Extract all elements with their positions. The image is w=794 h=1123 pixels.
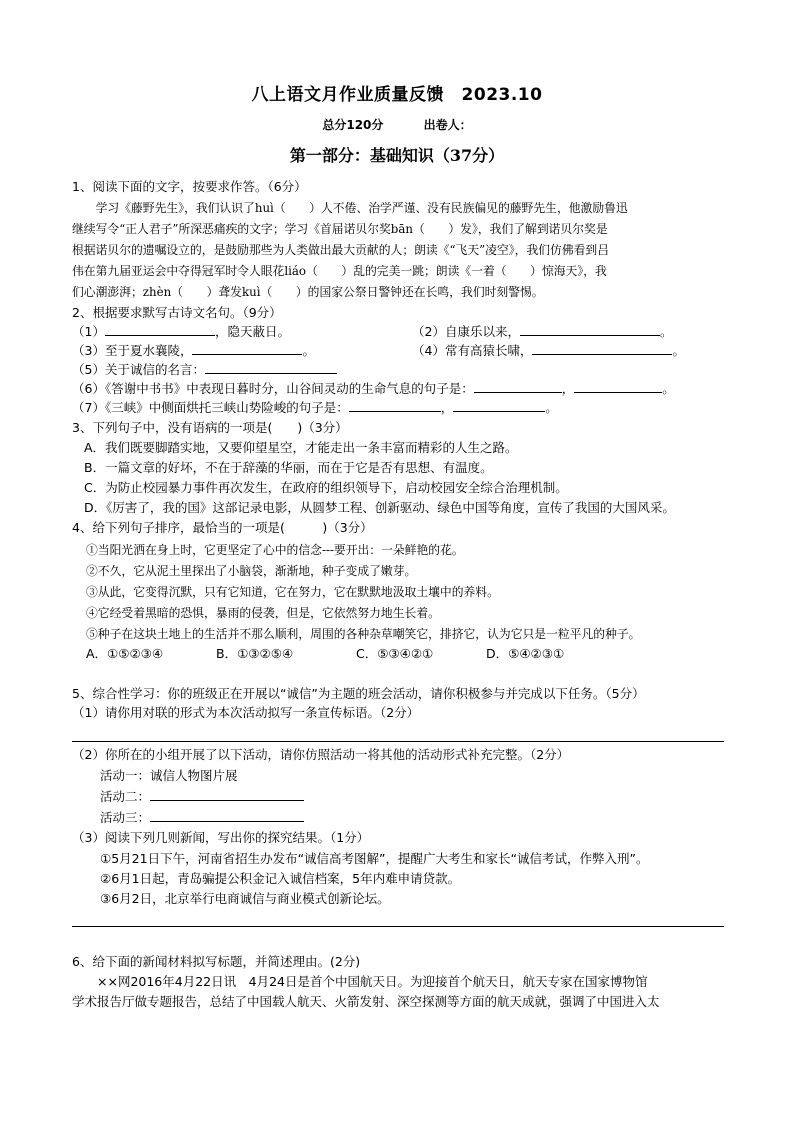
answer-blank[interactable] [150, 787, 304, 801]
q4-choice-a: A．①⑤②③④ [86, 646, 164, 661]
answer-line[interactable] [72, 741, 724, 742]
q4-sentence: ⑤种子在这块土地上的生活并不那么顺利，周围的各种杂草嘲笑它，排挤它，认为它只是一粒平凡的种子。 [86, 627, 641, 641]
q3-stem: 3、下列句子中，没有语病的一项是( )（3分） [72, 420, 348, 435]
q2-item-1: （1） ，隐天蔽日。 [72, 324, 290, 339]
q5-activity-3: 活动三： [100, 808, 304, 828]
q3-option-a: A．我们既要脚踏实地，又要仰望星空，才能走出一条丰富而精彩的人生之路。 [84, 440, 518, 455]
q5-sub-1: （1）请你用对联的形式为本次活动拟写一条宣传标语。（2分） [72, 705, 420, 720]
answer-blank[interactable] [349, 398, 441, 412]
q2-item-5: （5）关于诚信的名言： [72, 360, 337, 380]
part-title: 第一部分：基础知识（37分） [289, 146, 505, 165]
q4-sentence: ①当阳光洒在身上时，它更坚定了心中的信念---要开出：一朵鲜艳的花。 [86, 543, 464, 557]
answer-blank[interactable] [205, 360, 337, 374]
q2-item-6: （6）《答谢中书书》中表现日暮时分，山谷间灵动的生命气息的句子是： ， 。 [72, 381, 675, 396]
q6-passage-line: ××网2016年4月22日讯 4月24日是首个中国航天日。为迎接首个航天日，航天专家在国家博物馆 [72, 974, 648, 989]
q5-stem: 5、综合性学习：你的班级正在开展以“诚信”为主题的班会活动，请你积极参与并完成以下任务。（5分） [72, 686, 645, 701]
q5-news-item: ②6月1日起，青岛骗提公积金记入诚信档案，5年内难申请贷款。 [100, 871, 461, 886]
q5-sub-2: （2）你所在的小组开展了以下活动，请你仿照活动一将其他的活动形式补充完整。（2分） [72, 747, 570, 762]
answer-blank[interactable] [474, 379, 562, 393]
q1-passage-line: 们心潮澎湃；zhèn（ ）聋发kuì（ ）的国家公祭日警钟还在长鸣，我们时刻警惕。 [72, 285, 544, 299]
total-score: 总分120分 [322, 118, 384, 132]
q4-stem: 4、给下列句子排序，最恰当的一项是( )（3分） [72, 520, 373, 535]
q3-option-c: C．为防止校园暴力事件再次发生，在政府的组织领导下，启动校园安全综合治理机制。 [84, 480, 568, 495]
answer-blank[interactable] [453, 398, 545, 412]
q5-news-item: ③6月2日，北京举行电商诚信与商业模式创新论坛。 [100, 891, 390, 906]
q4-sentence: ③从此，它变得沉默，只有它知道，它在努力，它在默默地汲取土壤中的养料。 [86, 585, 499, 599]
q2-item-3: （3）至于夏水襄陵， 。 [72, 343, 315, 358]
q4-choice-c: C．⑤③④②① [356, 646, 434, 661]
answer-blank[interactable] [574, 379, 662, 393]
answer-blank[interactable] [192, 341, 302, 355]
author-label: 出卷人： [423, 118, 472, 132]
q2-stem: 2、根据要求默写古诗文名句。（9分） [72, 305, 282, 320]
q4-choice-d: D．⑤④②③① [486, 646, 565, 661]
answer-blank[interactable] [520, 322, 660, 336]
q5-news-item: ①5月21日下午，河南省招生办发布“诚信高考图解”，提醒广大考生和家长“诚信考试，作弊入刑”。 [100, 851, 649, 866]
q6-passage-line: 学术报告厅做专题报告，总结了中国载人航天、火箭发射、深空探测等方面的航天成就，强调了中国进入太 [72, 994, 660, 1009]
answer-blank[interactable] [105, 322, 215, 336]
q6-stem: 6、给下面的新闻材料拟写标题，并简述理由。(2分) [72, 954, 361, 969]
q1-passage-line: 伟在第九届亚运会中夺得冠军时令人眼花liáo（ ）乱的完美一跳；朗读《一着（ ）惊海天》，我 [72, 264, 607, 278]
q5-sub-3: （3）阅读下列几则新闻，写出你的探究结果。（1分） [72, 830, 370, 845]
q5-activity-2: 活动二： [100, 787, 304, 807]
q4-choice-b: B．①③②⑤④ [216, 646, 294, 661]
score-author-line [0, 116, 794, 133]
q3-option-d: D．《厉害了，我的国》这部记录电影，从圆梦工程、创新驱动、绿色中国等角度，宣传了我国的大国风采。 [84, 500, 675, 515]
q2-item-4: （4）常有高猿长啸， 。 [412, 343, 685, 358]
q4-sentence: ④它经受着黑暗的恐惧，暴雨的侵袭，但是，它依然努力地生长着。 [86, 606, 440, 620]
answer-blank[interactable] [532, 341, 672, 355]
q5-activity-1: 活动一：诚信人物图片展 [100, 768, 238, 783]
q1-passage-line: 学习《藤野先生》，我们认识了huì（ ）人不倦、治学严谨、没有民族偏见的藤野先生，他激励鲁迅 [72, 201, 628, 215]
q4-sentence: ②不久，它从泥土里探出了小脑袋，渐渐地，种子变成了嫩芽。 [86, 564, 417, 578]
page-title: 八上语文月作业质量反馈 2023.10 [251, 85, 543, 105]
q2-item-7: （7）《三峡》中侧面烘托三峡山势险峻的句子是： ， 。 [72, 400, 558, 415]
q1-passage-line: 继续写令“正人君子”所深恶痛疾的文字；学习《首届诺贝尔奖bān（ ）发》，我们了解到诺贝尔奖是 [72, 222, 608, 236]
q2-item-2: （2）自康乐以来， 。 [412, 324, 673, 339]
q3-option-b: B．一篇文章的好坏，不在于辞藻的华丽，而在于它是否有思想、有温度。 [84, 460, 493, 475]
answer-line[interactable] [72, 926, 724, 927]
q1-stem: 1、阅读下面的文字，按要求作答。（6分） [72, 179, 307, 194]
answer-blank[interactable] [150, 808, 304, 822]
q1-passage-line: 根据诺贝尔的遗嘱设立的，是鼓励那些为人类做出最大贡献的人；朗读《“飞天”凌空》，我们仿佛看到吕 [72, 243, 610, 257]
